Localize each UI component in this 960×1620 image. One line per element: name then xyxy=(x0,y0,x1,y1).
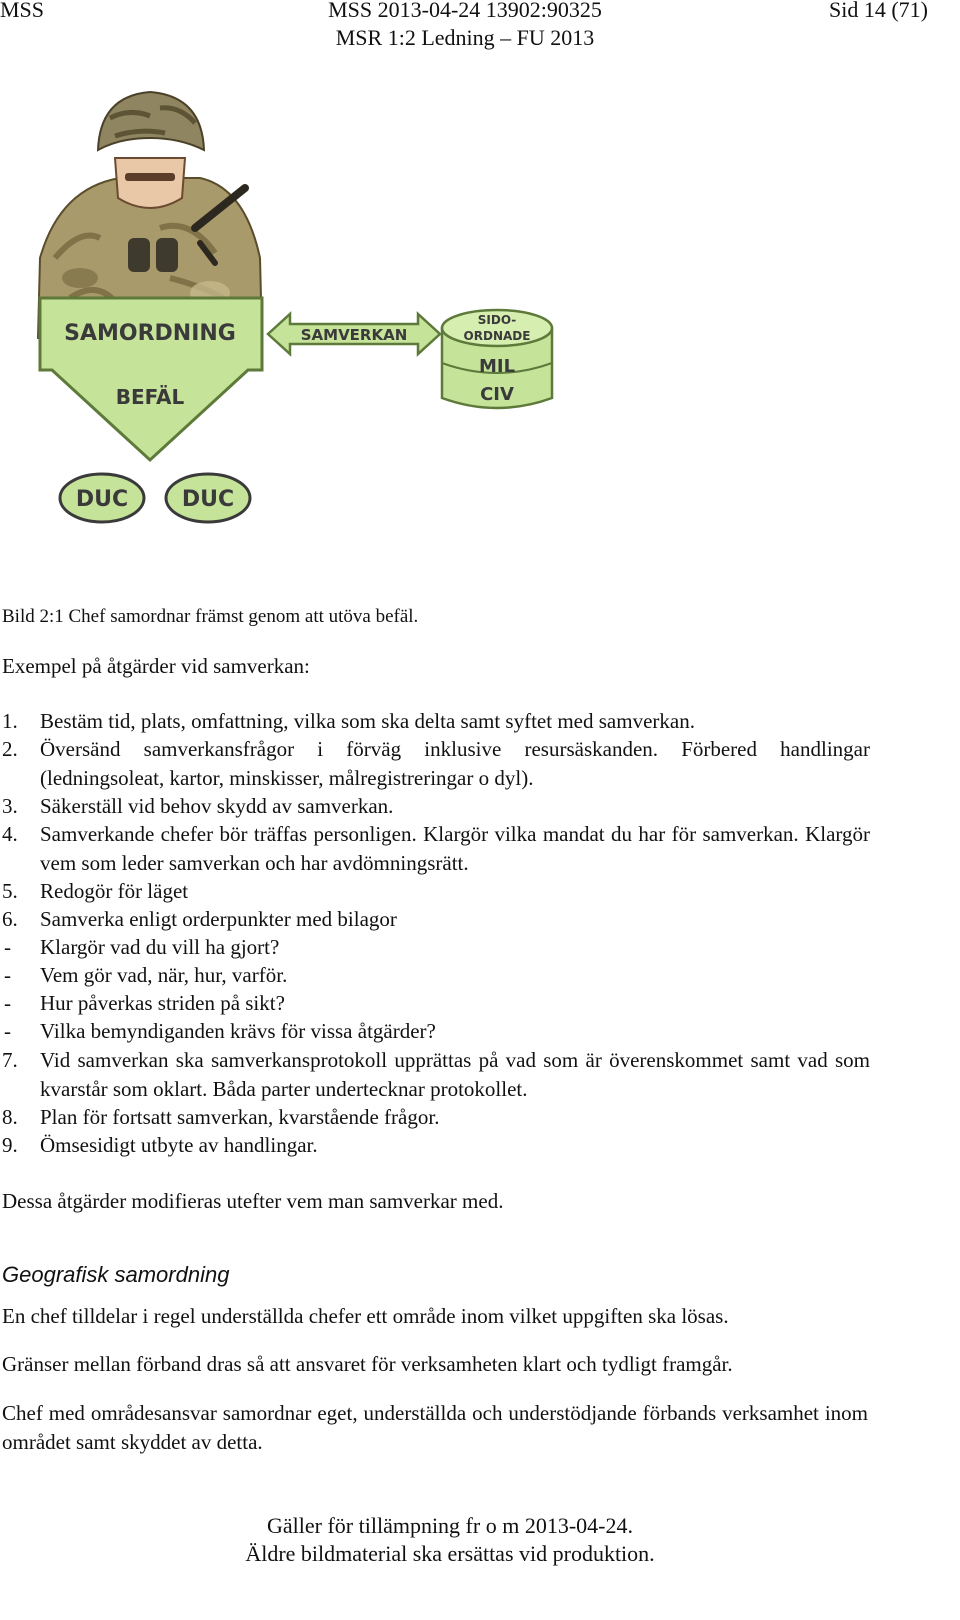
list-item xyxy=(0,989,900,1018)
header-doc-title: MSR 1:2 Ledning – FU 2013 xyxy=(335,25,595,50)
header-doc-id: MSS 2013-04-24 13902:90325 xyxy=(328,0,602,22)
list-item-number: 7. xyxy=(2,1048,18,1072)
duc-unit-right xyxy=(166,474,250,522)
list-item-number: 1. xyxy=(2,709,18,733)
list-item-bullet: - xyxy=(4,1019,11,1043)
footer-validity: Gäller för tillämpning fr o m 2013-04-24. xyxy=(267,1513,633,1538)
samordning-illustration xyxy=(0,78,570,558)
list-item-text: Vem gör vad, när, hur, varför. xyxy=(40,963,288,987)
list-item-number: 3. xyxy=(2,794,18,818)
sido-label: SIDO- xyxy=(477,313,517,327)
samordning-label: SAMORDNING xyxy=(64,321,236,346)
list-item-bullet: - xyxy=(4,991,11,1015)
duc-unit-left xyxy=(60,474,144,522)
list-item-number: 8. xyxy=(2,1105,18,1129)
samordning-arrow xyxy=(40,298,262,460)
list-item-text: Vid samverkan ska samverkansprotokoll upprättas på vad som är överenskommet samt vad som kvarstår som oklart. Båda parter undertecknar protokollet. xyxy=(40,1048,870,1101)
modification-note: Dessa åtgärder modifieras utefter vem man samverkar med. xyxy=(2,1189,504,1213)
befal-label: BEFÄL xyxy=(115,385,185,409)
list-item-text: Bestäm tid, plats, omfattning, vilka som ska delta samt syftet med samverkan. xyxy=(40,709,695,733)
list-item-number: 4. xyxy=(2,822,18,846)
list-item-text: Vilka bemyndiganden krävs för vissa åtgärder? xyxy=(40,1019,436,1043)
list-item xyxy=(0,1017,900,1046)
header-left: MSS xyxy=(0,0,45,22)
mil-label: MIL xyxy=(478,356,516,377)
list-item-text: Översänd samverkansfrågor i förväg inklusive resursäskanden. Förbered handlingar (ledningsoleat, kartor, minskisser, målregistreringar o dyl). xyxy=(40,737,870,790)
ordnade-label: ORDNADE xyxy=(463,329,531,343)
list-item-number: 2. xyxy=(2,737,18,761)
list-item xyxy=(0,1131,900,1160)
list-item-text: Klargör vad du vill ha gjort? xyxy=(40,935,280,959)
list-item xyxy=(0,961,900,990)
list-item xyxy=(0,735,900,793)
list-item xyxy=(0,877,900,906)
list-item xyxy=(0,820,900,878)
list-item-text: Samverkande chefer bör träffas personligen. Klargör vilka mandat du har för samverkan. Klargör vem som leder samverkan och har avdömningsrätt. xyxy=(40,822,870,875)
list-item-number: 9. xyxy=(2,1133,18,1157)
sidoordnade-cylinder xyxy=(442,310,552,408)
figure-caption: Bild 2:1 Chef samordnar främst genom att utöva befäl. xyxy=(2,606,419,627)
samverkan-arrow xyxy=(268,314,440,354)
footer-notice: Äldre bildmaterial ska ersättas vid produktion. xyxy=(245,1541,655,1566)
list-item-text: Hur påverkas striden på sikt? xyxy=(40,991,285,1015)
list-item xyxy=(0,933,900,962)
list-item-number: 5. xyxy=(2,879,18,903)
samverkan-label: SAMVERKAN xyxy=(300,326,408,344)
list-item-bullet: - xyxy=(4,935,11,959)
list-item-text: Samverka enligt orderpunkter med bilagor xyxy=(40,907,397,931)
list-item-text: Ömsesidigt utbyte av handlingar. xyxy=(40,1133,318,1157)
header-page-number: Sid 14 (71) xyxy=(829,0,928,22)
paragraph: En chef tilldelar i regel underställda chefer ett område inom vilket uppgiften ska lösas. xyxy=(2,1304,729,1328)
duc-left-label: DUC xyxy=(75,487,129,512)
list-item-text: Plan för fortsatt samverkan, kvarstående frågor. xyxy=(40,1105,440,1129)
list-item-text: Säkerställ vid behov skydd av samverkan. xyxy=(40,794,394,818)
list-item xyxy=(0,792,900,821)
list-item xyxy=(0,1046,900,1104)
list-item-text: Redogör för läget xyxy=(40,879,189,903)
paragraph: Gränser mellan förband dras så att ansvaret för verksamheten klart och tydligt framgår. xyxy=(2,1352,733,1376)
intro-text: Exempel på åtgärder vid samverkan: xyxy=(2,654,310,678)
list-item-number: 6. xyxy=(2,907,18,931)
list-item xyxy=(0,1103,900,1132)
duc-right-label: DUC xyxy=(181,487,235,512)
list-item-bullet: - xyxy=(4,963,11,987)
paragraph: Chef med områdesansvar samordnar eget, underställda och understödjande förbands verksamhet inom området samt skyddet av detta. xyxy=(2,1401,868,1454)
civ-label: CIV xyxy=(480,384,514,405)
list-item xyxy=(0,707,900,736)
section-heading: Geografisk samordning xyxy=(2,1262,230,1287)
list-item xyxy=(0,905,900,934)
